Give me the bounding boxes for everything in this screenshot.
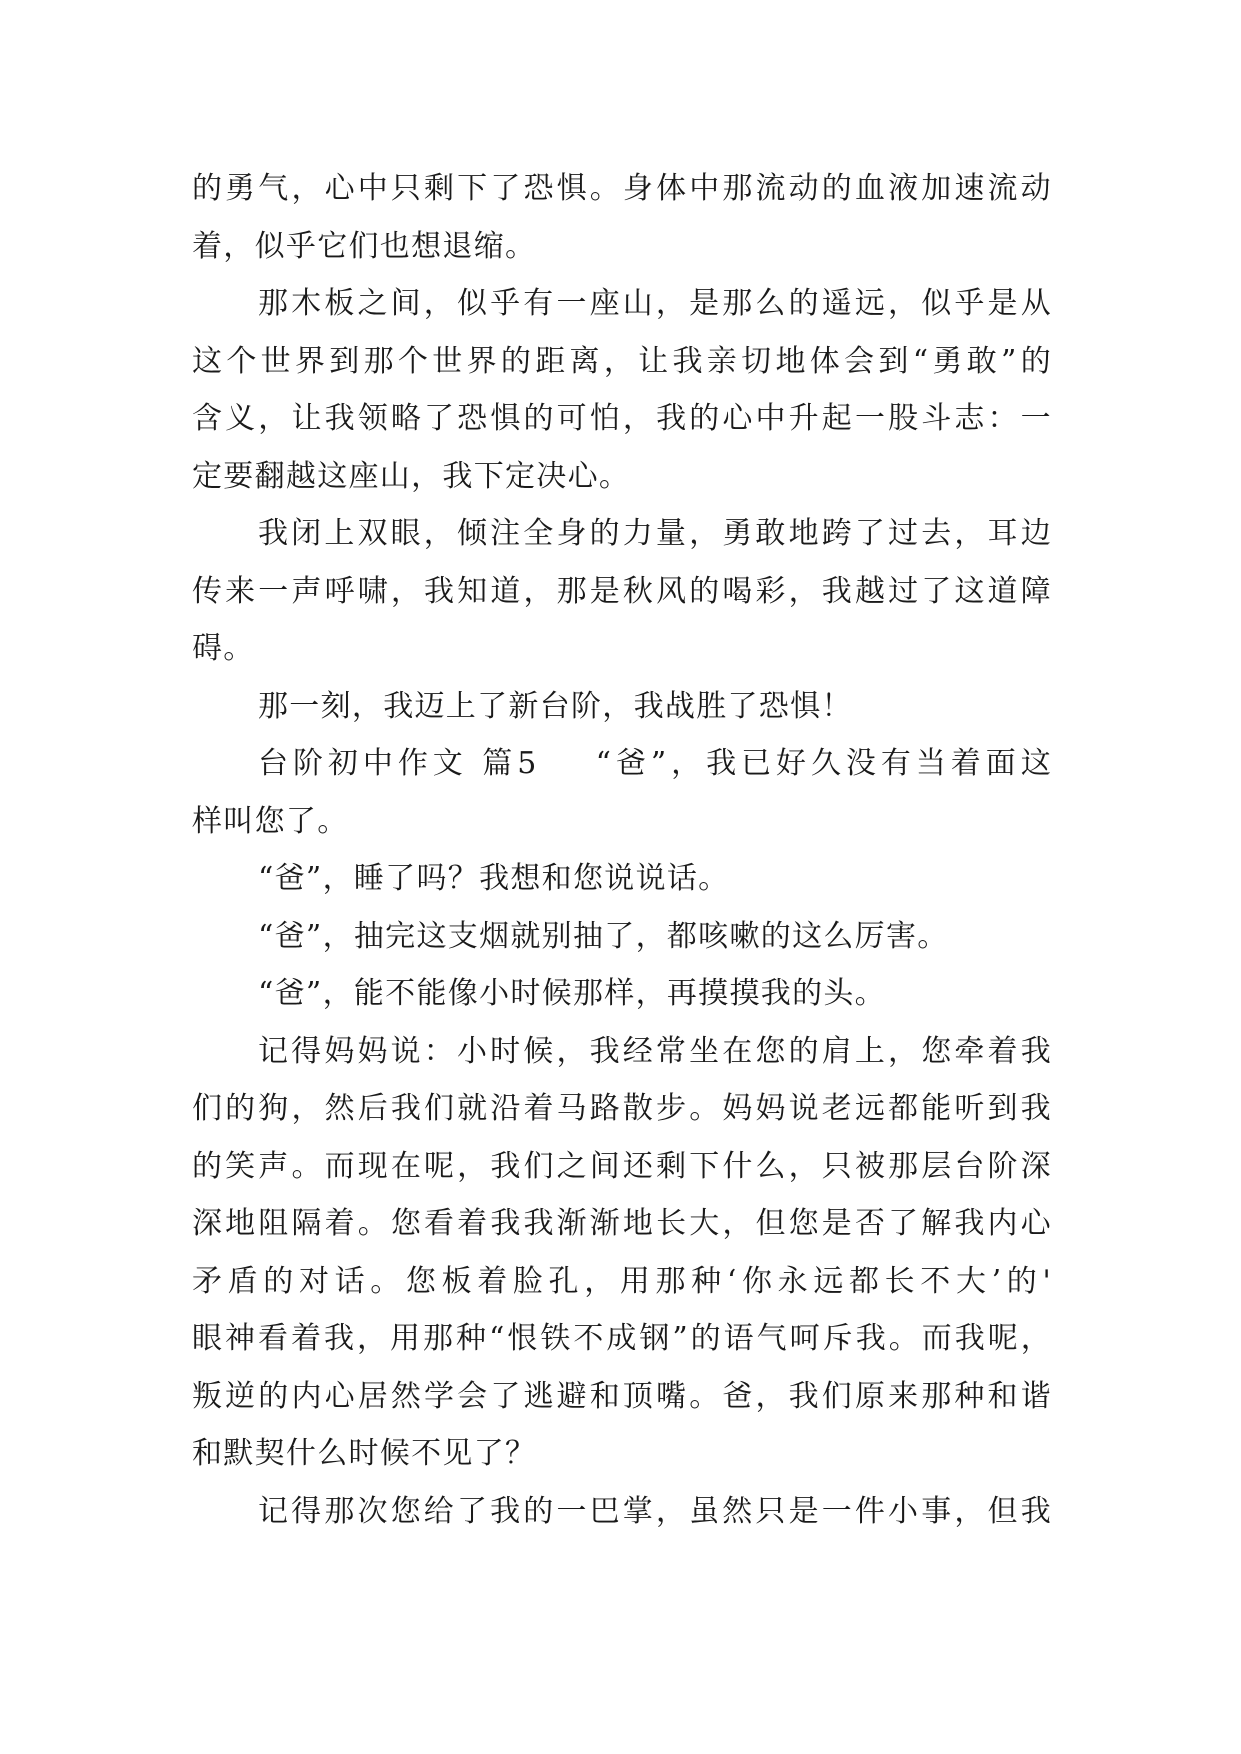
text-line: 这个世界到那个世界的距离，让我亲切地体会到“勇敢”的 — [192, 343, 1052, 379]
text-line: 眼神看着我，用那种“恨铁不成钢”的语气呵斥我。而我呢， — [192, 1321, 1052, 1356]
text-line: 定要翻越这座山，我下定决心。 — [192, 458, 631, 494]
paragraph-start: 那木板之间，似乎有一座山，是那么的遥远，似乎是从 — [258, 286, 1052, 321]
paragraph-start: 我闭上双眼，倾注全身的力量，勇敢地跨了过去，耳边 — [258, 516, 1052, 551]
text-line: 传来一声呼啸，我知道，那是秋风的喝彩，我越过了这道障 — [192, 573, 1052, 609]
paragraph-start: “爸”，抽完这支烟就别抽了，都咳嗽的这么厉害。 — [258, 918, 949, 954]
text-line: 矛盾的对话。您板着脸孔，用那种‘你永远都长不大’的' — [192, 1263, 1052, 1299]
text-line: 样叫您了。 — [192, 803, 349, 839]
paragraph-start: “爸”，能不能像小时候那样，再摸摸我的头。 — [258, 976, 886, 1011]
paragraph-start: “爸”，睡了吗？我想和您说说话。 — [258, 861, 730, 896]
text-line: 碍。 — [192, 631, 255, 666]
paragraph-start: 记得那次您给了我的一巴掌，虽然只是一件小事，但我 — [258, 1493, 1052, 1529]
text-line: 的勇气，心中只剩下了恐惧。身体中那流动的血液加速流动 — [192, 171, 1052, 206]
section-heading: 台阶初中作文 篇5 — [258, 746, 538, 781]
paragraph-start: 记得妈妈说：小时候，我经常坐在您的肩上，您牵着我 — [258, 1033, 1052, 1069]
document-body — [192, 160, 1052, 1540]
text-line: 深地阻隔着。您看着我我渐渐地长大，但您是否了解我内心 — [192, 1206, 1052, 1241]
section-first-sentence: “爸”，我已好久没有当着面这 — [595, 746, 1053, 781]
text-line: 们的狗，然后我们就沿着马路散步。妈妈说老远都能听到我 — [192, 1091, 1052, 1126]
section-heading-line — [192, 735, 1052, 793]
text-line: 的笑声。而现在呢，我们之间还剩下什么，只被那层台阶深 — [192, 1148, 1052, 1184]
text-line: 含义，让我领略了恐惧的可怕，我的心中升起一股斗志：一 — [192, 401, 1052, 436]
text-line: 着，似乎它们也想退缩。 — [192, 228, 537, 264]
paragraph-start: 那一刻，我迈上了新台阶，我战胜了恐惧！ — [258, 688, 853, 724]
text-line: 叛逆的内心居然学会了逃避和顶嘴。爸，我们原来那种和谐 — [192, 1378, 1052, 1414]
text-line: 和默契什么时候不见了？ — [192, 1436, 537, 1471]
